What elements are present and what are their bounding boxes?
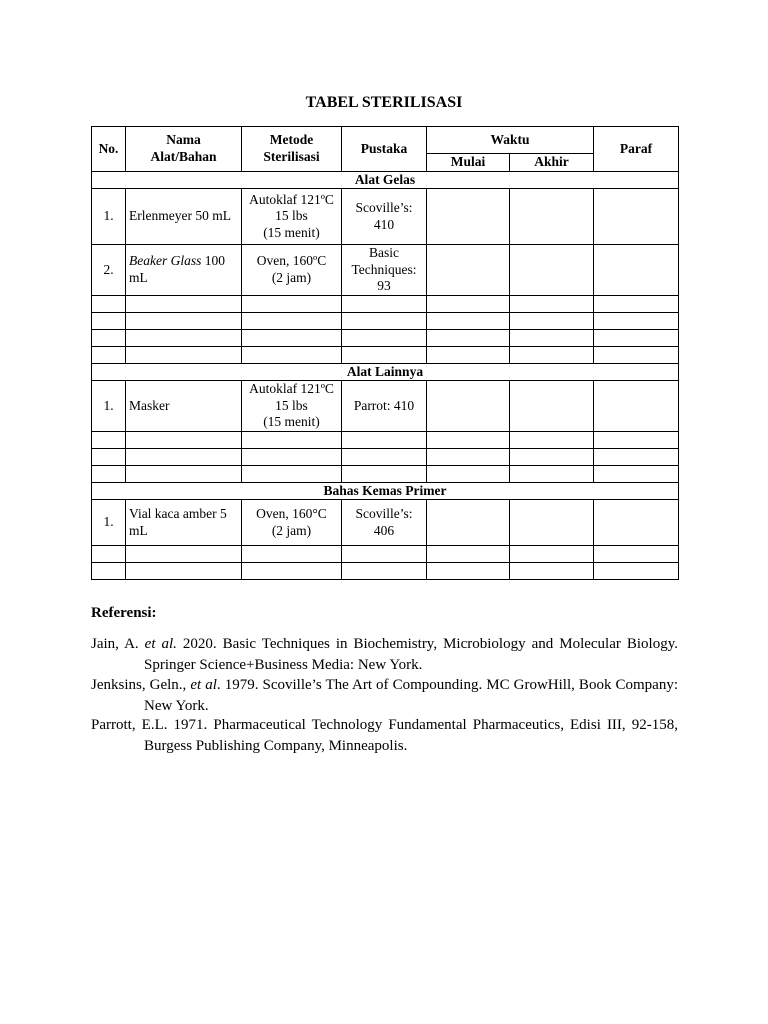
row-paraf[interactable] bbox=[594, 245, 679, 296]
reference-item: Parrott, E.L. 1971. Pharmaceutical Technology Fundamental Pharmaceutics, Edisi III, 92-158, Burgess Publishing Company, Minneapolis. bbox=[91, 717, 678, 754]
table-row bbox=[92, 500, 679, 546]
reference-item: Jain, A. et al. 2020. Basic Techniques in Biochemistry, Microbiology and Molecular Biology. Springer Science+Business Media: New York. bbox=[91, 636, 678, 673]
row-nama: Beaker Glass 100 mL bbox=[126, 245, 242, 296]
header-pustaka: Pustaka bbox=[342, 127, 427, 172]
section-bahan-kemas-primer: Bahas Kemas Primer bbox=[92, 482, 679, 500]
row-metode: Autoklaf 121ºC 15 lbs (15 menit) bbox=[242, 381, 342, 432]
table-row bbox=[92, 245, 679, 296]
row-nama: Masker bbox=[126, 381, 242, 432]
page-title: TABEL STERILISASI bbox=[305, 94, 463, 111]
table-row bbox=[92, 189, 679, 245]
section-alat-lainnya: Alat Lainnya bbox=[92, 363, 679, 381]
empty-row bbox=[92, 431, 679, 448]
row-pustaka: Scoville’s: 406 bbox=[342, 500, 427, 546]
row-paraf[interactable] bbox=[594, 500, 679, 546]
empty-row bbox=[92, 312, 679, 329]
row-paraf[interactable] bbox=[594, 189, 679, 245]
header-metode: Metode Sterilisasi bbox=[242, 127, 342, 172]
row-mulai[interactable] bbox=[427, 245, 510, 296]
row-mulai[interactable] bbox=[427, 189, 510, 245]
header-no: No. bbox=[92, 127, 126, 172]
row-akhir[interactable] bbox=[510, 189, 594, 245]
row-metode: Autoklaf 121ºC 15 lbs (15 menit) bbox=[242, 189, 342, 245]
row-no: 1. bbox=[92, 189, 126, 245]
references-list bbox=[91, 634, 678, 756]
row-no: 1. bbox=[92, 500, 126, 546]
empty-row bbox=[92, 563, 679, 580]
row-akhir[interactable] bbox=[510, 381, 594, 432]
row-pustaka: Basic Techniques: 93 bbox=[342, 245, 427, 296]
references-heading: Referensi: bbox=[91, 605, 157, 621]
header-akhir: Akhir bbox=[510, 154, 594, 172]
row-akhir[interactable] bbox=[510, 245, 594, 296]
header-waktu: Waktu bbox=[427, 127, 594, 154]
row-pustaka: Parrot: 410 bbox=[342, 381, 427, 432]
row-paraf[interactable] bbox=[594, 381, 679, 432]
empty-row bbox=[92, 546, 679, 563]
row-nama: Erlenmeyer 50 mL bbox=[126, 189, 242, 245]
row-no: 2. bbox=[92, 245, 126, 296]
header-nama: Nama Alat/Bahan bbox=[126, 127, 242, 172]
empty-row bbox=[92, 448, 679, 465]
table-row bbox=[92, 381, 679, 432]
empty-row bbox=[92, 346, 679, 363]
empty-row bbox=[92, 295, 679, 312]
row-metode: Oven, 160°C (2 jam) bbox=[242, 500, 342, 546]
row-mulai[interactable] bbox=[427, 500, 510, 546]
header-mulai: Mulai bbox=[427, 154, 510, 172]
row-metode: Oven, 160ºC (2 jam) bbox=[242, 245, 342, 296]
row-nama: Vial kaca amber 5 mL bbox=[126, 500, 242, 546]
empty-row bbox=[92, 329, 679, 346]
header-paraf: Paraf bbox=[594, 127, 679, 172]
section-alat-gelas: Alat Gelas bbox=[92, 171, 679, 189]
sterilization-table bbox=[91, 126, 679, 580]
row-no: 1. bbox=[92, 381, 126, 432]
empty-row bbox=[92, 465, 679, 482]
reference-item: Jenksins, Geln., et al. 1979. Scoville’s The Art of Compounding. MC GrowHill, Book Company: New York. bbox=[91, 677, 678, 714]
row-mulai[interactable] bbox=[427, 381, 510, 432]
row-pustaka: Scoville’s: 410 bbox=[342, 189, 427, 245]
row-akhir[interactable] bbox=[510, 500, 594, 546]
